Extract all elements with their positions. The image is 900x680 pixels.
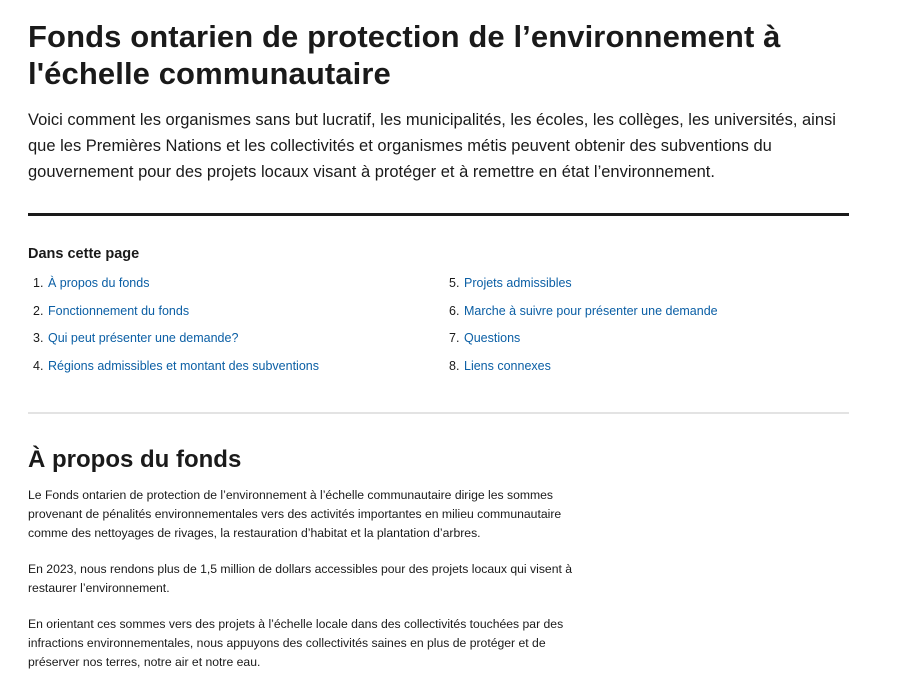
toc-number: 2. <box>33 303 44 318</box>
toc-item <box>33 273 319 301</box>
toc-number: 5. <box>449 276 460 290</box>
toc-heading: Dans cette page <box>28 246 140 262</box>
section-paragraph: En orientant ces sommes vers des projets à l’échelle locale dans des collectivités touchées par des infractions environnementales, nous appuyons des collectivités saines en plus de protéger et de préserver nos terres, notre air et notre eau. <box>28 617 564 669</box>
toc-link-fonctionnement[interactable]: Fonctionnement du fonds <box>48 303 190 318</box>
section-paragraph: Le Fonds ontarien de protection de l’environnement à l’échelle communautaire dirige les sommes provenant de pénalités environnementales vers des activités importantes en milieu communautaire comme des nettoyages de rivages, la restauration d’habitat et la plantation d’arbres. <box>28 488 562 540</box>
toc-link-questions[interactable]: Questions <box>464 331 521 345</box>
toc-link-regions[interactable]: Régions admissibles et montant des subventions <box>48 358 319 373</box>
toc-link-qui-peut[interactable]: Qui peut présenter une demande? <box>48 331 239 345</box>
section-title: À propos du fonds <box>28 446 242 473</box>
toc-item <box>33 356 319 384</box>
toc-list-left <box>33 273 319 383</box>
toc-number: 6. <box>449 303 460 318</box>
toc-item <box>449 301 718 329</box>
toc-number: 7. <box>449 331 460 345</box>
toc-number: 8. <box>449 358 460 373</box>
toc-link-liens[interactable]: Liens connexes <box>464 358 551 373</box>
toc-item <box>33 301 319 329</box>
toc-item <box>33 328 319 356</box>
section-paragraph: En 2023, nous rendons plus de 1,5 million de dollars accessibles pour des projets locaux qui visent à restaurer l’environnement. <box>28 562 573 595</box>
lead-paragraph: Voici comment les organismes sans but lucratif, les municipalités, les écoles, les collèges, les universités, ainsi que les Premières Nations et les collectivités et organismes métis peuvent obtenir des subventions du gouvernement pour des projets locaux visant à protéger et à remettre en état l’environnement. <box>28 111 836 181</box>
toc-item <box>449 328 718 356</box>
toc-number: 3. <box>33 331 44 345</box>
toc-link-projets[interactable]: Projets admissibles <box>464 276 572 290</box>
toc-number: 4. <box>33 358 44 373</box>
toc-link-marche[interactable]: Marche à suivre pour présenter une demande <box>464 303 718 318</box>
toc-link-a-propos[interactable]: À propos du fonds <box>48 276 150 290</box>
toc-item <box>449 356 718 384</box>
divider-thick <box>28 213 849 216</box>
toc-number: 1. <box>33 276 44 290</box>
divider-thin <box>28 412 849 414</box>
page-title: Fonds ontarien de protection de l’environnement à l'échelle communautaire <box>28 19 781 91</box>
toc-item <box>449 273 718 301</box>
toc-list-right <box>449 273 718 383</box>
